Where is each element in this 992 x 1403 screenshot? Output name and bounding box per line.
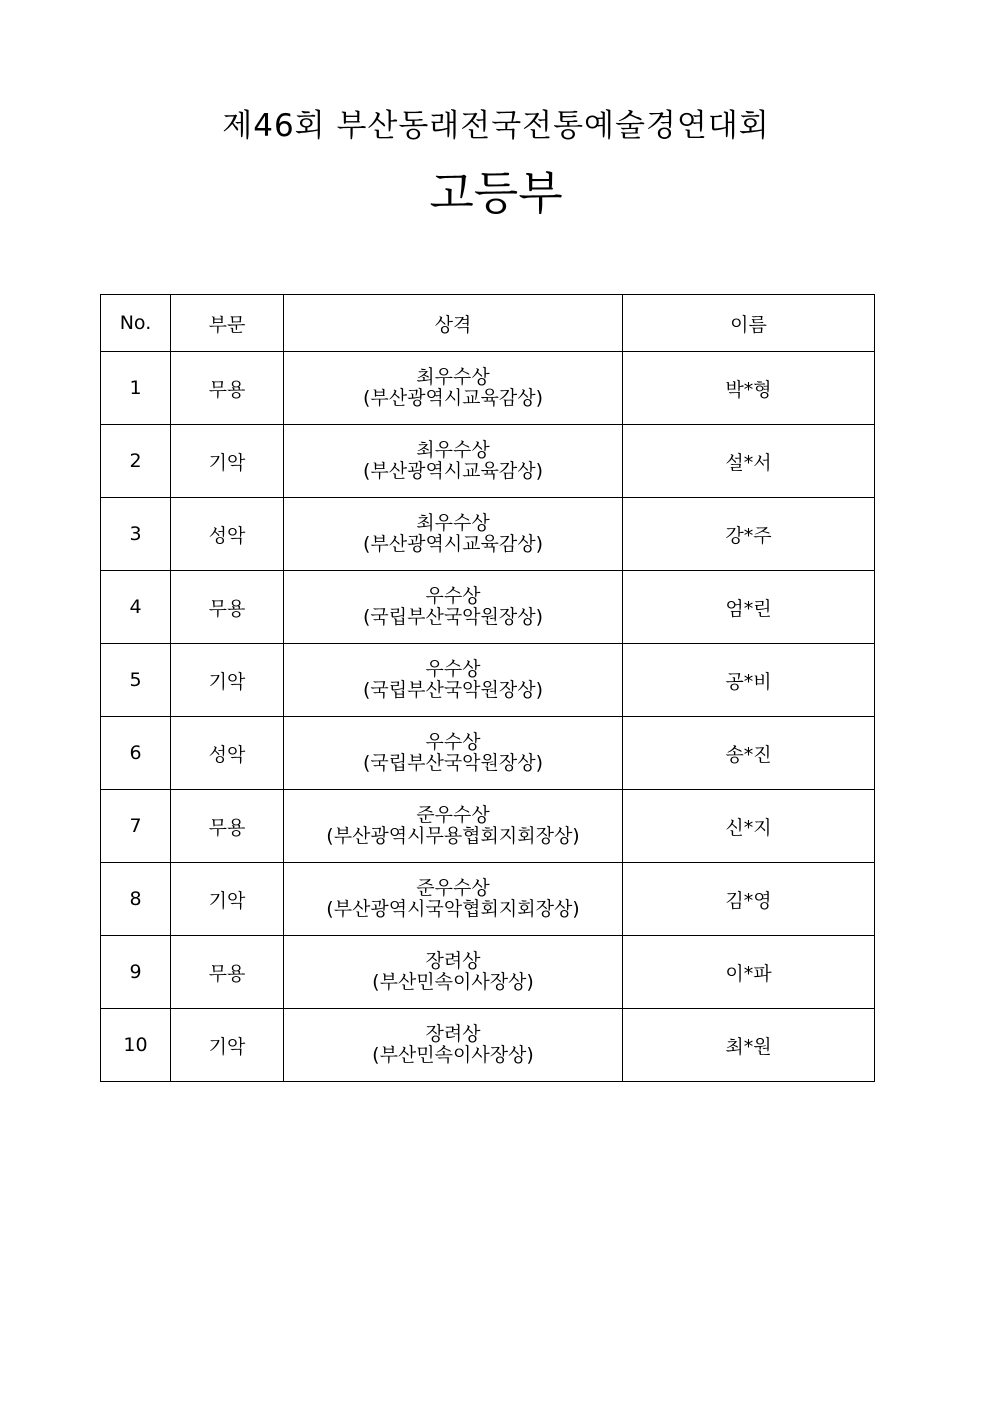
row-award <box>284 936 623 1009</box>
row-no: 6 <box>101 717 171 790</box>
row-category: 무용 <box>171 352 284 425</box>
awards-table <box>100 294 875 1082</box>
award-detail: (부산광역시교육감상) <box>362 460 543 482</box>
row-no: 5 <box>101 644 171 717</box>
header-award: 상격 <box>284 295 623 352</box>
row-no: 9 <box>101 936 171 1009</box>
row-category: 기악 <box>171 425 284 498</box>
award-title: 장려상 <box>425 1023 481 1045</box>
row-award <box>284 644 623 717</box>
award-title: 우수상 <box>425 731 481 753</box>
row-no: 2 <box>101 425 171 498</box>
row-no: 4 <box>101 571 171 644</box>
award-title: 장려상 <box>425 950 481 972</box>
table-header-row <box>101 295 875 352</box>
award-detail: (부산광역시무용협회지회장상) <box>326 825 580 847</box>
row-name: 최*원 <box>623 1009 875 1082</box>
row-name: 설*서 <box>623 425 875 498</box>
document-subtitle: 고등부 <box>429 166 563 220</box>
row-name: 공*비 <box>623 644 875 717</box>
row-award <box>284 352 623 425</box>
table-row <box>101 717 875 790</box>
award-detail: (부산광역시교육감상) <box>362 387 543 409</box>
row-category: 무용 <box>171 790 284 863</box>
row-no: 3 <box>101 498 171 571</box>
row-name: 김*영 <box>623 863 875 936</box>
award-title: 우수상 <box>425 585 481 607</box>
table-row <box>101 1009 875 1082</box>
row-award <box>284 863 623 936</box>
award-title: 최우수상 <box>416 366 490 388</box>
row-category: 성악 <box>171 498 284 571</box>
row-no: 10 <box>101 1009 171 1082</box>
row-category: 무용 <box>171 936 284 1009</box>
award-title: 준우수상 <box>416 804 490 826</box>
row-name: 강*주 <box>623 498 875 571</box>
award-title: 최우수상 <box>416 439 490 461</box>
table-row <box>101 644 875 717</box>
award-detail: (국립부산국악원장상) <box>362 752 543 774</box>
row-award <box>284 717 623 790</box>
table-row <box>101 790 875 863</box>
row-award <box>284 1009 623 1082</box>
row-name: 신*지 <box>623 790 875 863</box>
row-no: 1 <box>101 352 171 425</box>
award-detail: (국립부산국악원장상) <box>362 679 543 701</box>
award-detail: (부산민속이사장상) <box>372 1044 534 1066</box>
table-row <box>101 352 875 425</box>
header-category: 부문 <box>171 295 284 352</box>
header-name: 이름 <box>623 295 875 352</box>
row-name: 박*형 <box>623 352 875 425</box>
award-detail: (부산광역시교육감상) <box>362 533 543 555</box>
row-award <box>284 425 623 498</box>
row-category: 기악 <box>171 863 284 936</box>
row-award <box>284 790 623 863</box>
table-row <box>101 498 875 571</box>
award-detail: (부산광역시국악협회지회장상) <box>326 898 580 920</box>
table-row <box>101 863 875 936</box>
award-detail: (국립부산국악원장상) <box>362 606 543 628</box>
row-name: 이*파 <box>623 936 875 1009</box>
row-category: 기악 <box>171 644 284 717</box>
row-award <box>284 571 623 644</box>
table-row <box>101 936 875 1009</box>
table-row <box>101 425 875 498</box>
row-category: 무용 <box>171 571 284 644</box>
award-title: 준우수상 <box>416 877 490 899</box>
award-title: 최우수상 <box>416 512 490 534</box>
table-row <box>101 571 875 644</box>
header-no: No. <box>101 295 171 352</box>
award-detail: (부산민속이사장상) <box>372 971 534 993</box>
row-no: 8 <box>101 863 171 936</box>
row-category: 성악 <box>171 717 284 790</box>
award-title: 우수상 <box>425 658 481 680</box>
document-title: 제46회 부산동래전국전통예술경연대회 <box>222 108 770 144</box>
row-category: 기악 <box>171 1009 284 1082</box>
row-award <box>284 498 623 571</box>
row-no: 7 <box>101 790 171 863</box>
row-name: 송*진 <box>623 717 875 790</box>
row-name: 엄*린 <box>623 571 875 644</box>
